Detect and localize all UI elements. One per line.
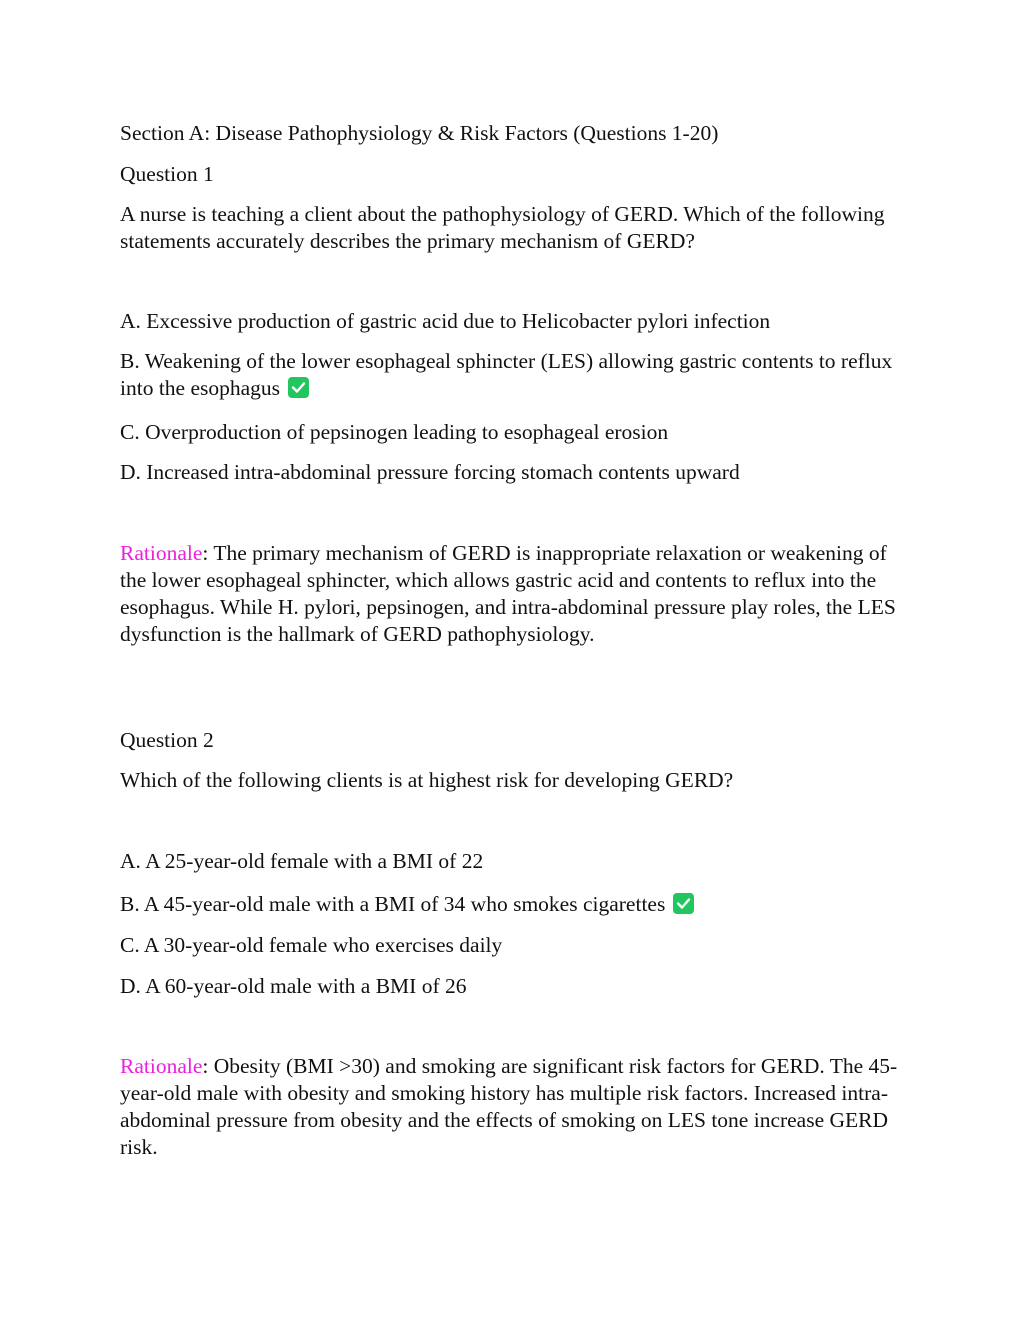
rationale-label: Rationale xyxy=(120,1054,203,1078)
rationale-text: : The primary mechanism of GERD is inappropriate relaxation or weakening of the lower esophageal sphincter, which allows gastric acid and contents to reflux into the esophagus. While H. pylori, pepsinogen, and intra-abdominal pressure play roles, the LES dysfunction is the hallmark of GERD pathophysiology. xyxy=(120,541,896,646)
question-1-label: Question 1 xyxy=(120,162,214,186)
question-1-stem: A nurse is teaching a client about the pathophysiology of GERD. Which of the following statements accurately describes the primary mechanism of GERD? xyxy=(120,202,885,253)
question-2-option-c: C. A 30-year-old female who exercises daily xyxy=(120,933,503,957)
section-title: Section A: Disease Pathophysiology & Risk Factors (Questions 1-20) xyxy=(120,121,719,145)
checkmark-icon xyxy=(673,893,694,914)
rationale-label: Rationale xyxy=(120,541,203,565)
question-1-option-c: C. Overproduction of pepsinogen leading to esophageal erosion xyxy=(120,420,669,444)
question-1-rationale xyxy=(120,540,910,648)
question-1-option-d: D. Increased intra-abdominal pressure forcing stomach contents upward xyxy=(120,460,740,484)
rationale-text: : Obesity (BMI >30) and smoking are significant risk factors for GERD. The 45-year-old male with obesity and smoking history has multiple risk factors. Increased intra-abdominal pressure from obesity and the effects of smoking on LES tone increase GERD risk. xyxy=(120,1054,898,1159)
question-2-option-b-text: B. A 45-year-old male with a BMI of 34 who smokes cigarettes xyxy=(120,892,666,916)
question-1-option-b xyxy=(120,348,910,402)
question-2-rationale xyxy=(120,1053,910,1161)
question-2-option-b xyxy=(120,891,694,918)
question-2-label: Question 2 xyxy=(120,728,214,752)
question-1-option-b-text: B. Weakening of the lower esophageal sphincter (LES) allowing gastric contents to reflux into the esophagus xyxy=(120,349,893,400)
question-2-option-a: A. A 25-year-old female with a BMI of 22 xyxy=(120,849,484,873)
question-2-stem: Which of the following clients is at highest risk for developing GERD? xyxy=(120,768,734,792)
checkmark-icon xyxy=(288,377,309,398)
question-2-option-d: D. A 60-year-old male with a BMI of 26 xyxy=(120,974,467,998)
question-1-option-a: A. Excessive production of gastric acid due to Helicobacter pylori infection xyxy=(120,309,771,333)
